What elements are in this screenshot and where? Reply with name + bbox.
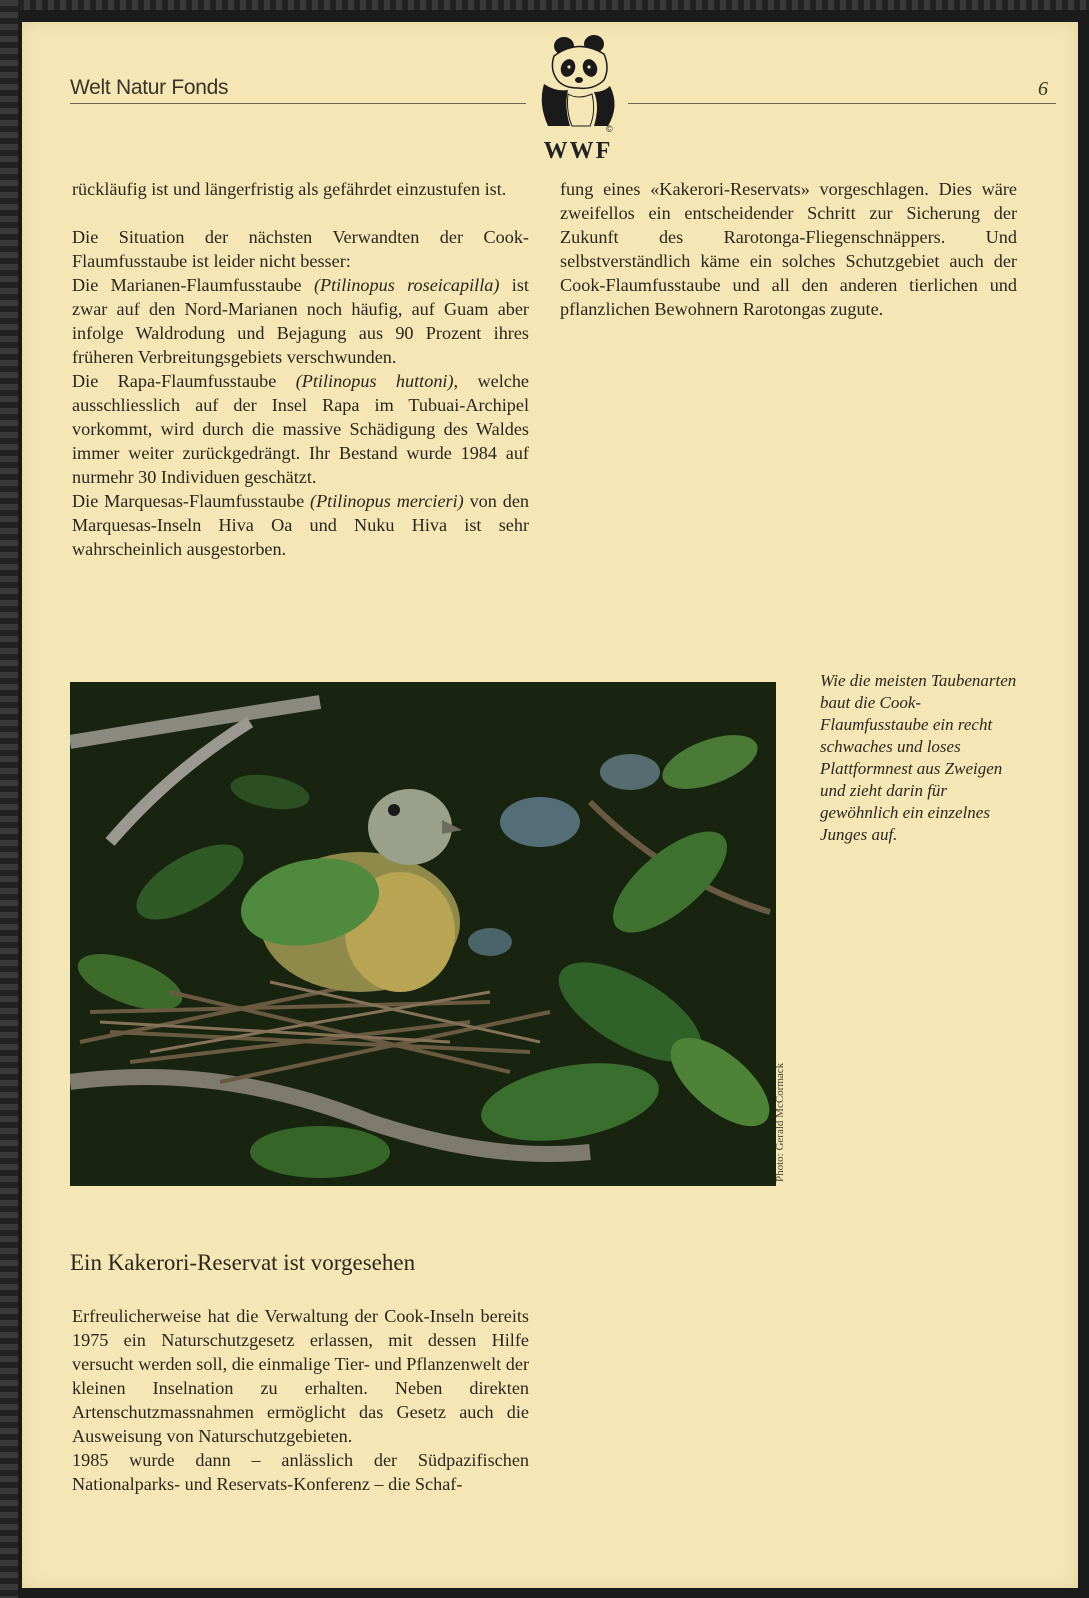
text-run: ist zwar auf den Nord-Marianen noch häufig, auf Guam aber infolge Waldrodung und Bejagung aus 90 Prozent ihres früheren Verbreitungsgebiets verschwunden.: [72, 275, 529, 367]
logo-text: WWF: [543, 138, 613, 164]
paragraph: fung eines «Kakerori-Reservats» vorgeschlagen. Dies wäre zweifellos ein entscheidender Schritt zur Sicherung der Zukunft des Rarotonga-Fliegenschnäppers. Und selbstverständlich käme ein solches Schutzgebiet auch der Cook-Flaumfusstaube und all den anderen tierlichen und pflanzlichen Bewohnern Rarotongas zugute.: [560, 179, 1017, 319]
text-column-left: [72, 177, 529, 561]
wwf-logo: [534, 34, 622, 164]
binder-left-edge: [0, 0, 18, 1598]
species-name: (Ptilinopus roseicapilla): [313, 275, 500, 295]
paragraph: 1985 wurde dann – anlässlich der Südpazifischen Nationalparks- und Reservats-Konferenz – die Schaf-: [72, 1450, 529, 1494]
photo-caption: Wie die meisten Taubenarten baut die Cook-Flaumfusstaube ein recht schwaches und loses Plattformnest aus Zweigen und zieht darin für gewöhnlich ein einzelnes Junges auf.: [820, 671, 1017, 844]
species-name: (Ptilinopus huttoni),: [295, 371, 459, 391]
header-rule-right: [628, 103, 1056, 104]
paragraph: [72, 225, 529, 273]
paragraph-intro: Die Situation der nächsten Verwandten der Cook-Flaumfusstaube ist leider nicht besser:: [72, 227, 529, 271]
text-run: von den Marquesas-Inseln Hiva Oa und Nuku Hiva ist sehr wahrscheinlich ausgestorben.: [72, 491, 529, 559]
text-column-right: [560, 177, 1017, 345]
header-rule-left: [70, 103, 526, 104]
paragraph: Erfreulicherweise hat die Verwaltung der Cook-Inseln bereits 1975 ein Naturschutzgesetz erlassen, mit dessen Hilfe versucht werden soll, die einmalige Tier- und Pflanzenwelt der kleinen Inselnation zu erhalten. Neben direkten Artenschutzmassnahmen ermöglicht das Gesetz auch die Ausweisung von Naturschutzgebieten.: [72, 1306, 529, 1446]
page-number: 6: [1038, 78, 1048, 100]
copyright-mark: ©: [606, 124, 613, 134]
header-title: Welt Natur Fonds: [70, 76, 229, 99]
dove-chick-in-nest-image: [70, 682, 776, 1186]
text-column-bottom: [72, 1304, 529, 1496]
paragraph: [72, 369, 529, 489]
bird-nest-photo: [70, 682, 776, 1186]
paragraph: [72, 273, 529, 369]
binder-top-edge: [0, 0, 1089, 10]
section-heading: Ein Kakerori-Reservat ist vorgesehen: [70, 1250, 416, 1275]
panda-icon: [534, 34, 622, 134]
document-page: [22, 22, 1078, 1588]
paragraph: [72, 489, 529, 561]
text-run: Die Rapa-Flaumfusstaube: [72, 371, 296, 391]
photo-credit: Photo: Gerald McCormack: [774, 1062, 786, 1182]
text-run: Die Marianen-Flaumfusstaube: [72, 275, 314, 295]
species-name: (Ptilinopus mercieri): [310, 491, 464, 511]
text-run: Die Marquesas-Flaumfusstaube: [72, 491, 311, 511]
paragraph: rückläufig ist und längerfristig als gefährdet einzustufen ist.: [72, 179, 507, 199]
text-run: welche ausschliesslich auf der Insel Rapa im Tubuai-Archipel vorkommt, wird durch die massive Schädigung des Waldes immer weiter zurückgedrängt. Ihr Bestand wurde 1984 auf nurmehr 30 Individuen geschätzt.: [72, 371, 529, 487]
